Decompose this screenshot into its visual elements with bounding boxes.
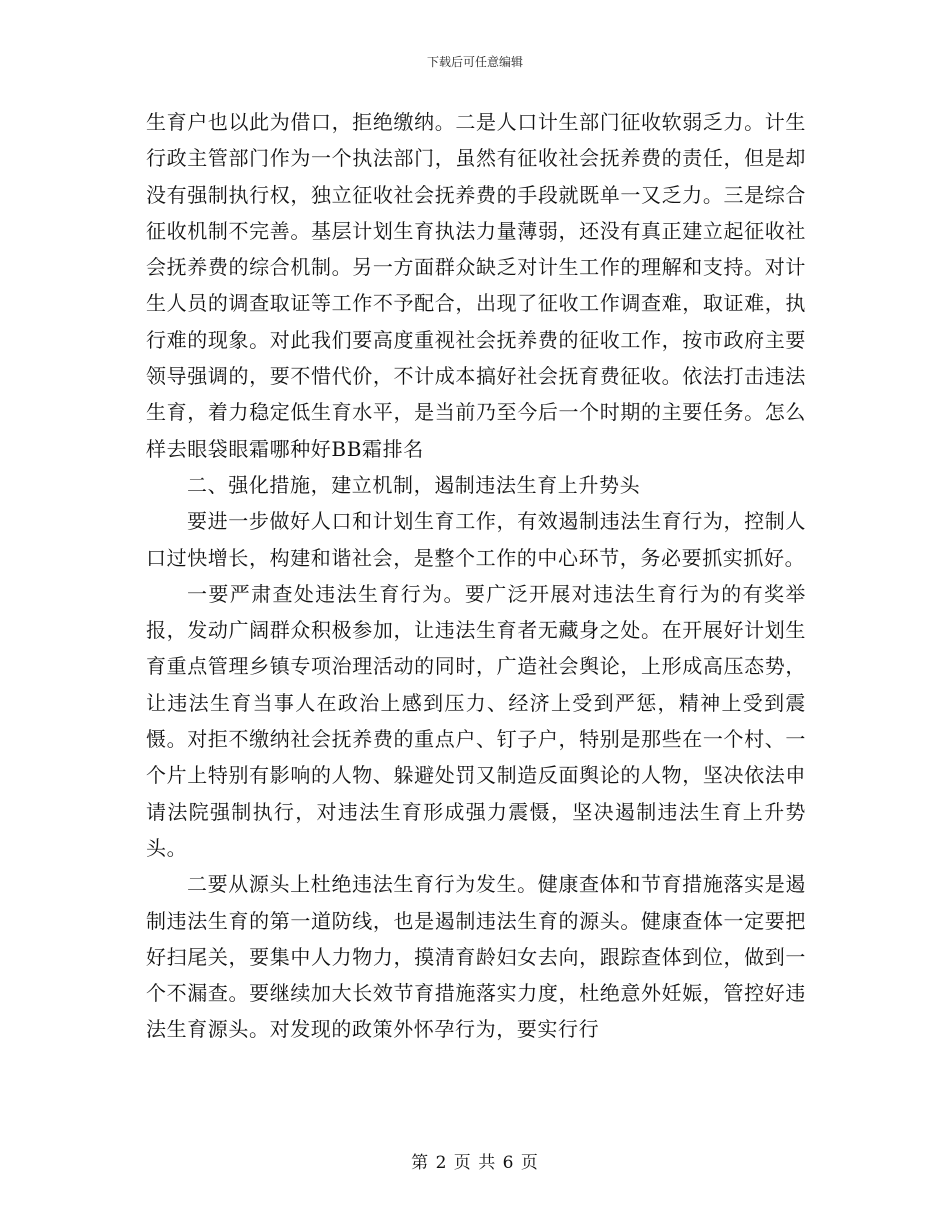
- page-header: 下载后可任意编辑: [426, 55, 523, 69]
- section-heading: 二、强化措施，建立机制，遏制违法生育上升势头: [187, 472, 641, 497]
- paragraph: 要进一步做好人口和计划生育工作，有效遏制违法生育行为，控制人口过快增长，构建和谐社会，是整个工作的中心环节，务必要抓实抓好。: [146, 509, 806, 570]
- paragraph: 一要严肃查处违法生育行为。要广泛开展对违法生育行为的有奖举报，发动广阔群众积极参加，让违法生育者无藏身之处。在开展好计划生育重点管理乡镇专项治理活动的同时，广造社会舆论，上形成高压态势，让违法生育当事人在政治上感到压力、经济上受到严惩，精神上受到震慑。对拒不缴纳社会抚养费的重点户、钉子户，特别是那些在一个村、一个片上特别有影响的人物、躲避处罚又制造反面舆论的人物，坚决依法申请法院强制执行，对违法生育形成强力震慑，坚决遏制违法生育上升势头。: [146, 581, 806, 860]
- paragraph: 二要从源头上杜绝违法生育行为发生。健康查体和节育措施落实是遏制违法生育的第一道防线，也是遏制违法生育的源头。健康查体一定要把好扫尾关，要集中人力物力，摸清育龄妇女去向，跟踪查体到位，做到一个不漏查。要继续加大长效节育措施落实力度，杜绝意外妊娠，管控好违法生育源头。对发现的政策外怀孕行为，要实行行: [146, 872, 806, 1042]
- paragraph-continuation: 生育户也以此为借口，拒绝缴纳。二是人口计生部门征收软弱乏力。计生行政主管部门作为一个执法部门，虽然有征收社会抚养费的责任，但是却没有强制执行权，独立征收社会抚养费的手段就既单一又乏力。三是综合征收机制不完善。基层计划生育执法力量薄弱，还没有真正建立起征收社会抚养费的综合机制。另一方面群众缺乏对计生工作的理解和支持。对计生人员的调查取证等工作不予配合，出现了征收工作调查难，取证难，执行难的现象。对此我们要高度重视社会抚养费的征收工作，按市政府主要领导强调的，要不惜代价，不计成本搞好社会抚育费征收。依法打击违法生育，着力稳定低生育水平，是当前乃至今后一个时期的主要任务。怎么样去眼袋眼霜哪种好BB霜排名: [146, 110, 806, 461]
- page-number: 第 2 页 共 6 页: [411, 1153, 539, 1173]
- document-body: [146, 104, 806, 1048]
